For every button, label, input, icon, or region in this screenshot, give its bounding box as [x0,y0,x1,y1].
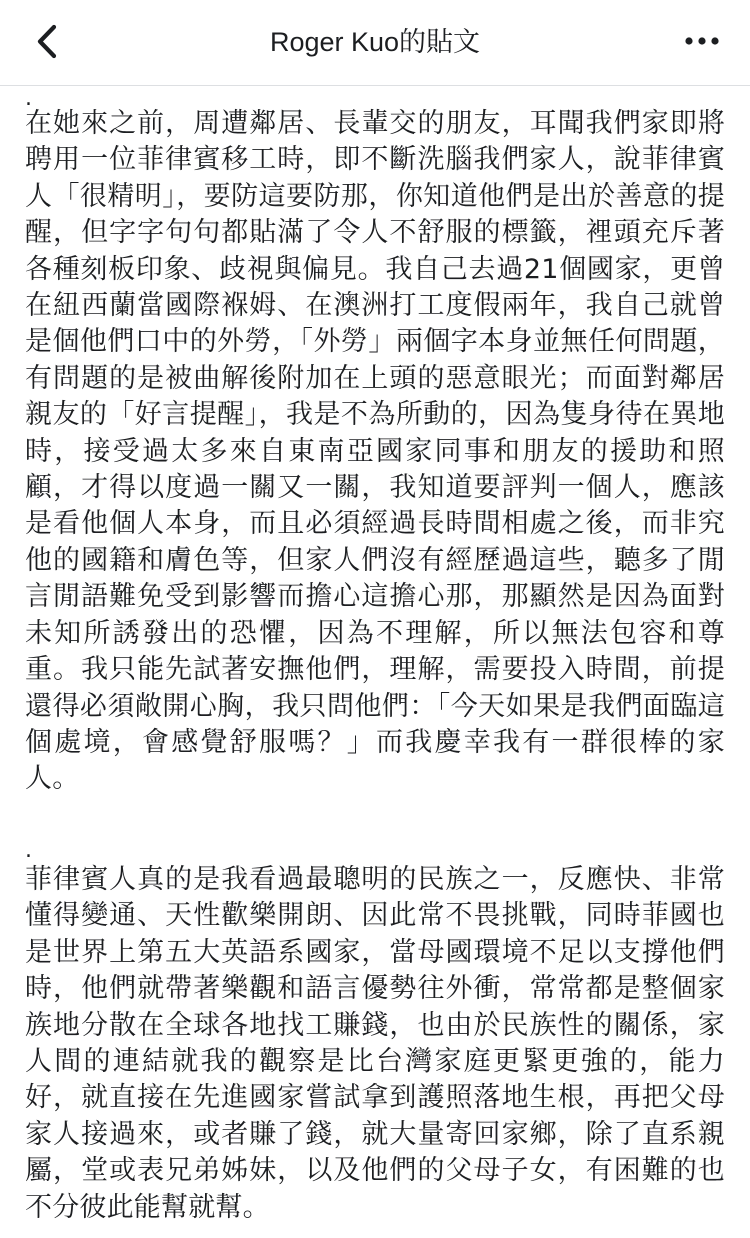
top-navigation-bar [0,0,750,86]
ellipsis-icon [684,28,720,54]
separator-dot: . [25,86,32,111]
more-options-button[interactable] [684,28,720,54]
post-paragraph-1: 在她來之前，周遭鄰居、長輩交的朋友，耳聞我們家即將聘用一位菲律賓移工時，即不斷洗腦我們家人，說菲律賓人「很精明」，要防這要防那，你知道他們是出於善意的提醒，但字字句句都貼滿了令人不舒服的標籤，裡頭充斥著各種刻板印象、歧視與偏見。我自己去過21個國家，更曾在紐西蘭當國際褓姆、在澳洲打工度假兩年，我自己就曾是個他們口中的外勞，「外勞」兩個字本身並無任何問題，有問題的是被曲解後附加在上頭的惡意眼光；而面對鄰居親友的「好言提醒」，我是不為所動的，因為隻身待在異地時，接受過太多來自東南亞國家同事和朋友的援助和照顧，才得以度過一關又一關，我知道要評判一個人，應該是看他個人本身，而且必須經過長時間相處之後，而非究他的國籍和膚色等，但家人們沒有經歷過這些，聽多了閒言閒語難免受到影響而擔心這擔心那，那顯然是因為面對未知所誘發出的恐懼，因為不理解，所以無法包容和尊重。我只能先試著安撫他們，理解，需要投入時間，前提還得必須敞開心胸，我只問他們：「今天如果是我們面臨這個處境，會感覺舒服嗎？」而我慶幸我有一群很棒的家人。 [25,108,725,795]
page-title: Roger Kuo的貼文 [269,27,481,57]
post-paragraph-2: 菲律賓人真的是我看過最聰明的民族之一，反應快、非常懂得變通、天性歡樂開朗、因此常不畏挑戰，同時菲國也是世界上第五大英語系國家，當母國環境不足以支撐他們時，他們就帶著樂觀和語言優勢往外衝，常常都是整個家族地分散在全球各地找工賺錢，也由於民族性的關係，家人間的連結就我的觀察是比台灣家庭更緊更強的，能力好，就直接在先進國家嘗試拿到護照落地生根，再把父母家人接過來，或者賺了錢，就大量寄回家鄉，除了直系親屬，堂或表兄弟姊妹，以及他們的父母子女，有困難的也不分彼此能幫就幫。 [25,864,725,1223]
post-body [25,86,725,1223]
separator-dot: . [25,838,32,863]
